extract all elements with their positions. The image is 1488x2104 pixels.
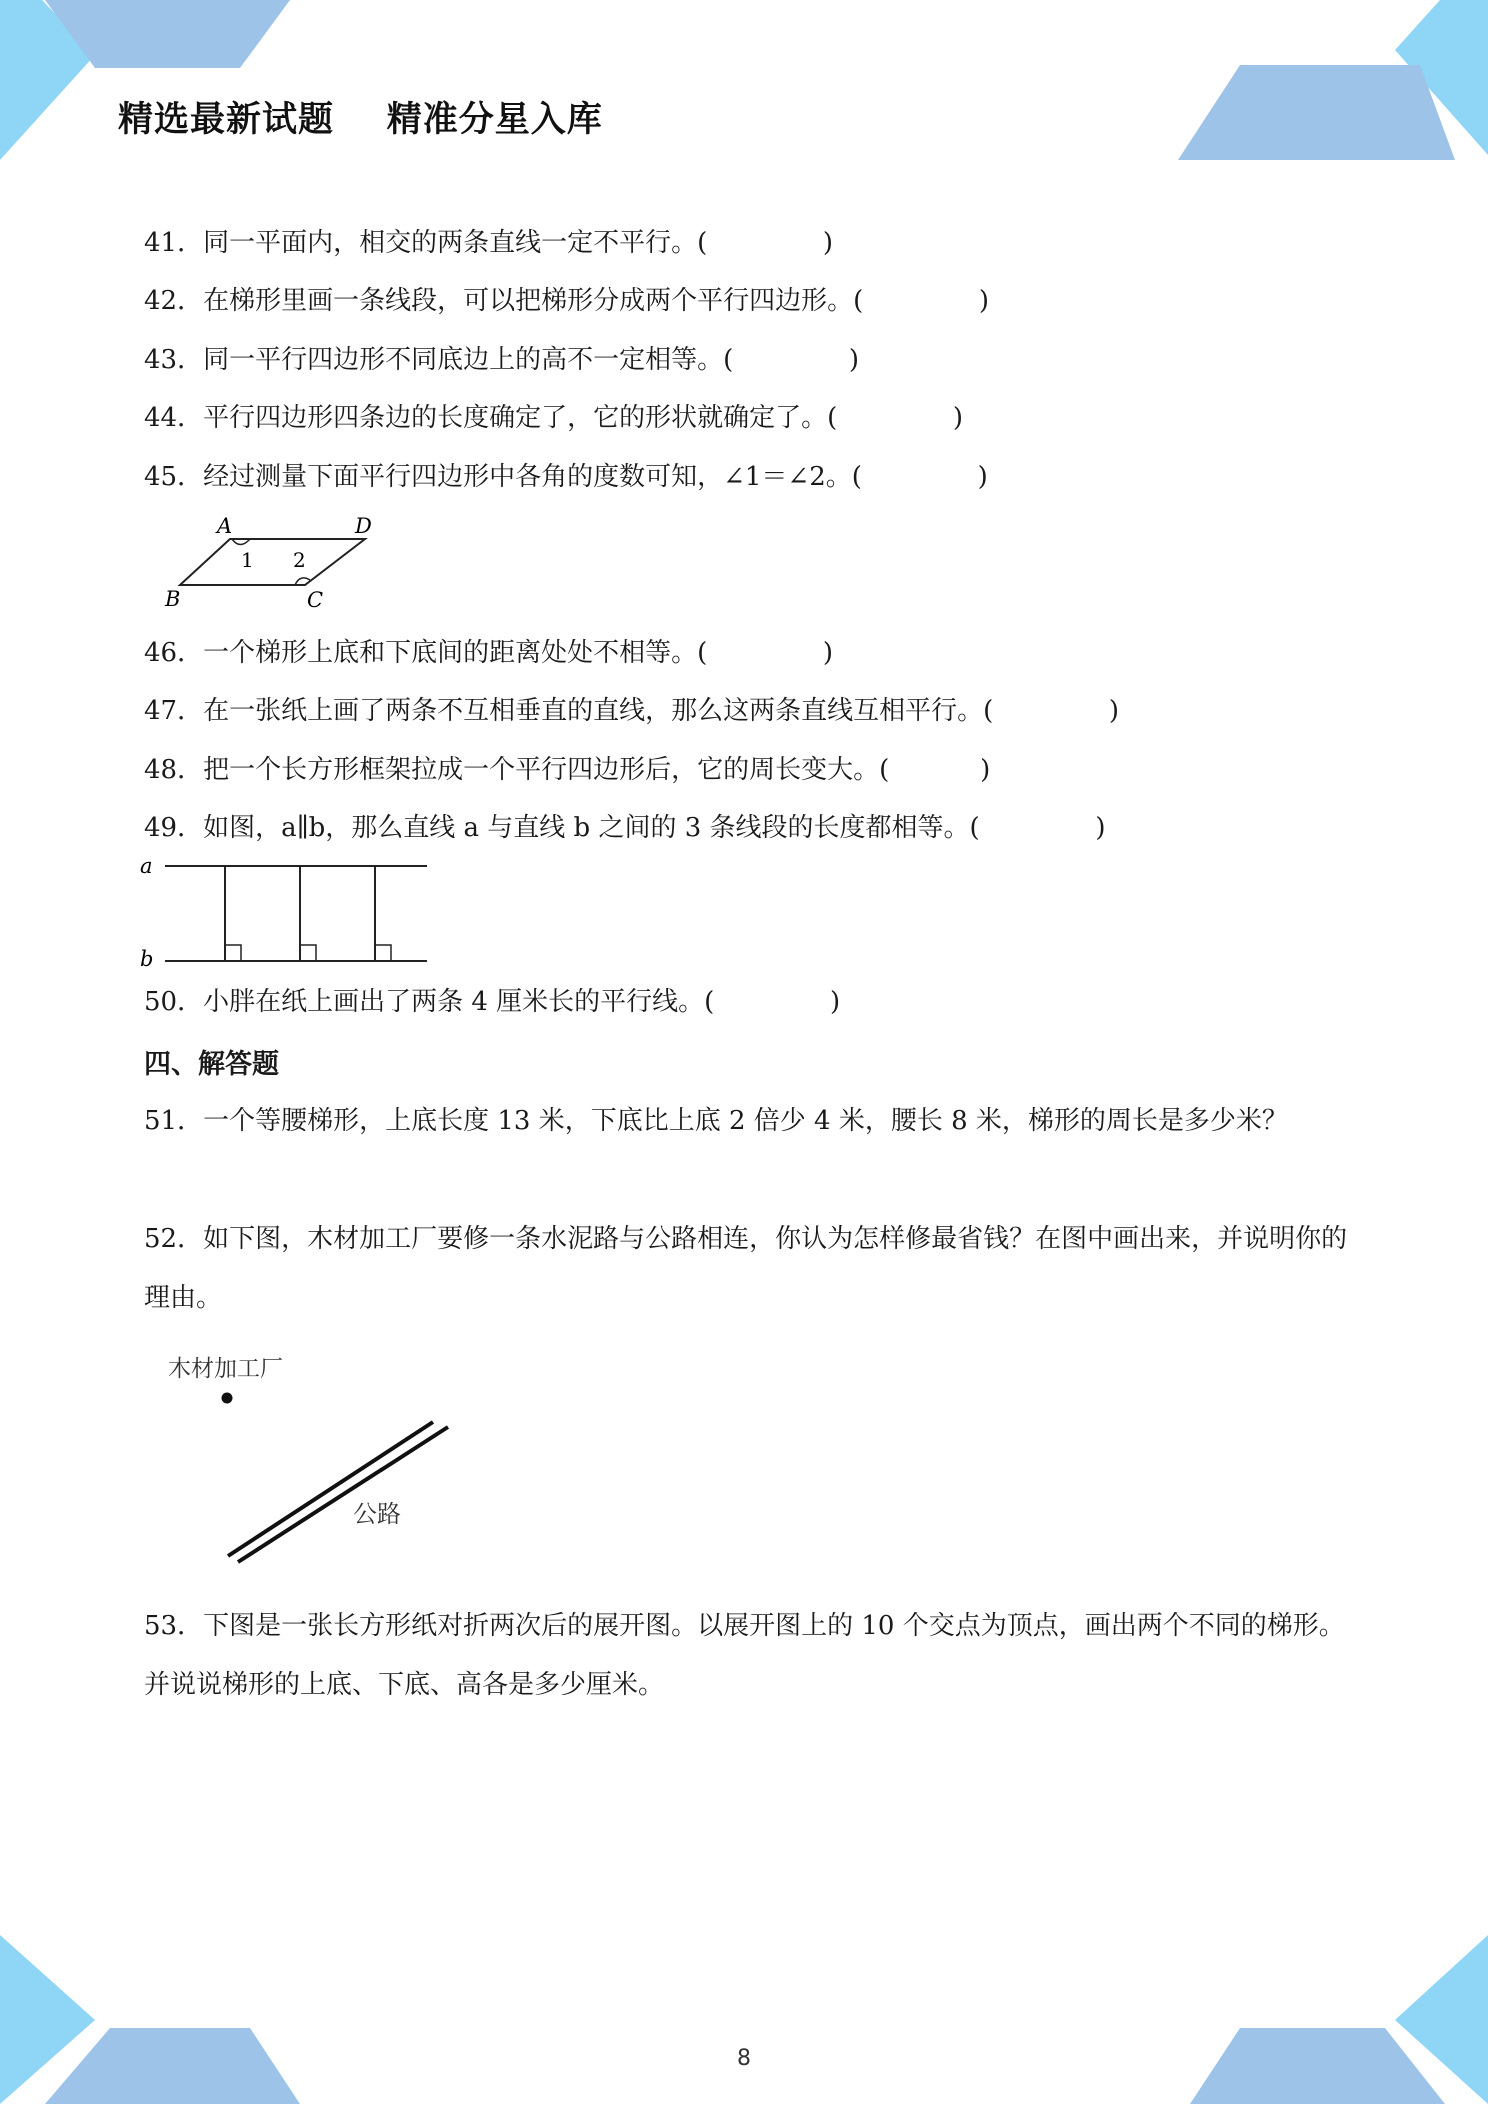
header-title: 精选最新试题 精准分星入库: [118, 100, 603, 140]
section-4-title: 四、解答题: [144, 1049, 279, 1080]
question-41: 41．同一平面内，相交的两条直线一定不平行。( ): [144, 228, 834, 258]
question-43: 43．同一平行四边形不同底边上的高不一定相等。( ): [144, 345, 860, 375]
road-label: 公路: [353, 1500, 401, 1528]
line-b-label: b: [140, 947, 154, 968]
parallelogram-figure: [155, 510, 395, 615]
line-a-label: a: [140, 854, 153, 878]
right-angle-mark-2: [300, 945, 316, 961]
factory-point: [222, 1393, 233, 1404]
question-53: 53．下图是一张长方形纸对折两次后的展开图。以展开图上的 10 个交点为顶点，画出两个不同的梯形。并说说梯形的上底、下底、高各是多少厘米。: [144, 1611, 1345, 1700]
right-angle-mark-1: [225, 945, 241, 961]
question-52: 52．如下图，木材加工厂要修一条水泥路与公路相连，你认为怎样修最省钱？在图中画出来，并说明你的理由。: [144, 1224, 1348, 1313]
vertex-d-label: D: [355, 514, 372, 538]
angle-1-label: 1: [241, 548, 254, 572]
parallel-lines-figure: [135, 850, 435, 968]
question-44: 44．平行四边形四条边的长度确定了，它的形状就确定了。( ): [144, 403, 964, 433]
road-line-2: [238, 1427, 448, 1562]
vertex-c-label: C: [307, 588, 324, 612]
question-48: 48．把一个长方形框架拉成一个平行四边形后，它的周长变大。( ): [144, 755, 991, 785]
factory-road-figure: [160, 1345, 460, 1575]
question-46: 46．一个梯形上底和下底间的距离处处不相等。( ): [144, 638, 834, 668]
page-number: 8: [737, 2046, 751, 2071]
parallelogram-shape: [180, 539, 365, 585]
right-angle-mark-3: [375, 945, 391, 961]
question-42: 42．在梯形里画一条线段，可以把梯形分成两个平行四边形。( ): [144, 286, 990, 316]
vertex-b-label: B: [165, 587, 181, 611]
question-50: 50．小胖在纸上画出了两条 4 厘米长的平行线。( ): [144, 987, 841, 1017]
corner-shape-top-right-2: [1178, 65, 1455, 160]
road-line-1: [228, 1422, 433, 1556]
question-47: 47．在一张纸上画了两条不互相垂直的直线，那么这两条直线互相平行。( ): [144, 696, 1120, 726]
question-49: 49．如图，a∥b，那么直线 a 与直线 b 之间的 3 条线段的长度都相等。( ): [144, 813, 1106, 843]
question-45: 45．经过测量下面平行四边形中各角的度数可知，∠1＝∠2。( ): [144, 462, 988, 492]
vertex-a-label: A: [217, 514, 233, 538]
factory-label: 木材加工厂: [168, 1356, 283, 1382]
question-51: 51．一个等腰梯形，上底长度 13 米，下底比上底 2 倍少 4 米，腰长 8 米，梯形的周长是多少米？: [144, 1106, 1288, 1136]
angle-2-label: 2: [293, 548, 306, 572]
